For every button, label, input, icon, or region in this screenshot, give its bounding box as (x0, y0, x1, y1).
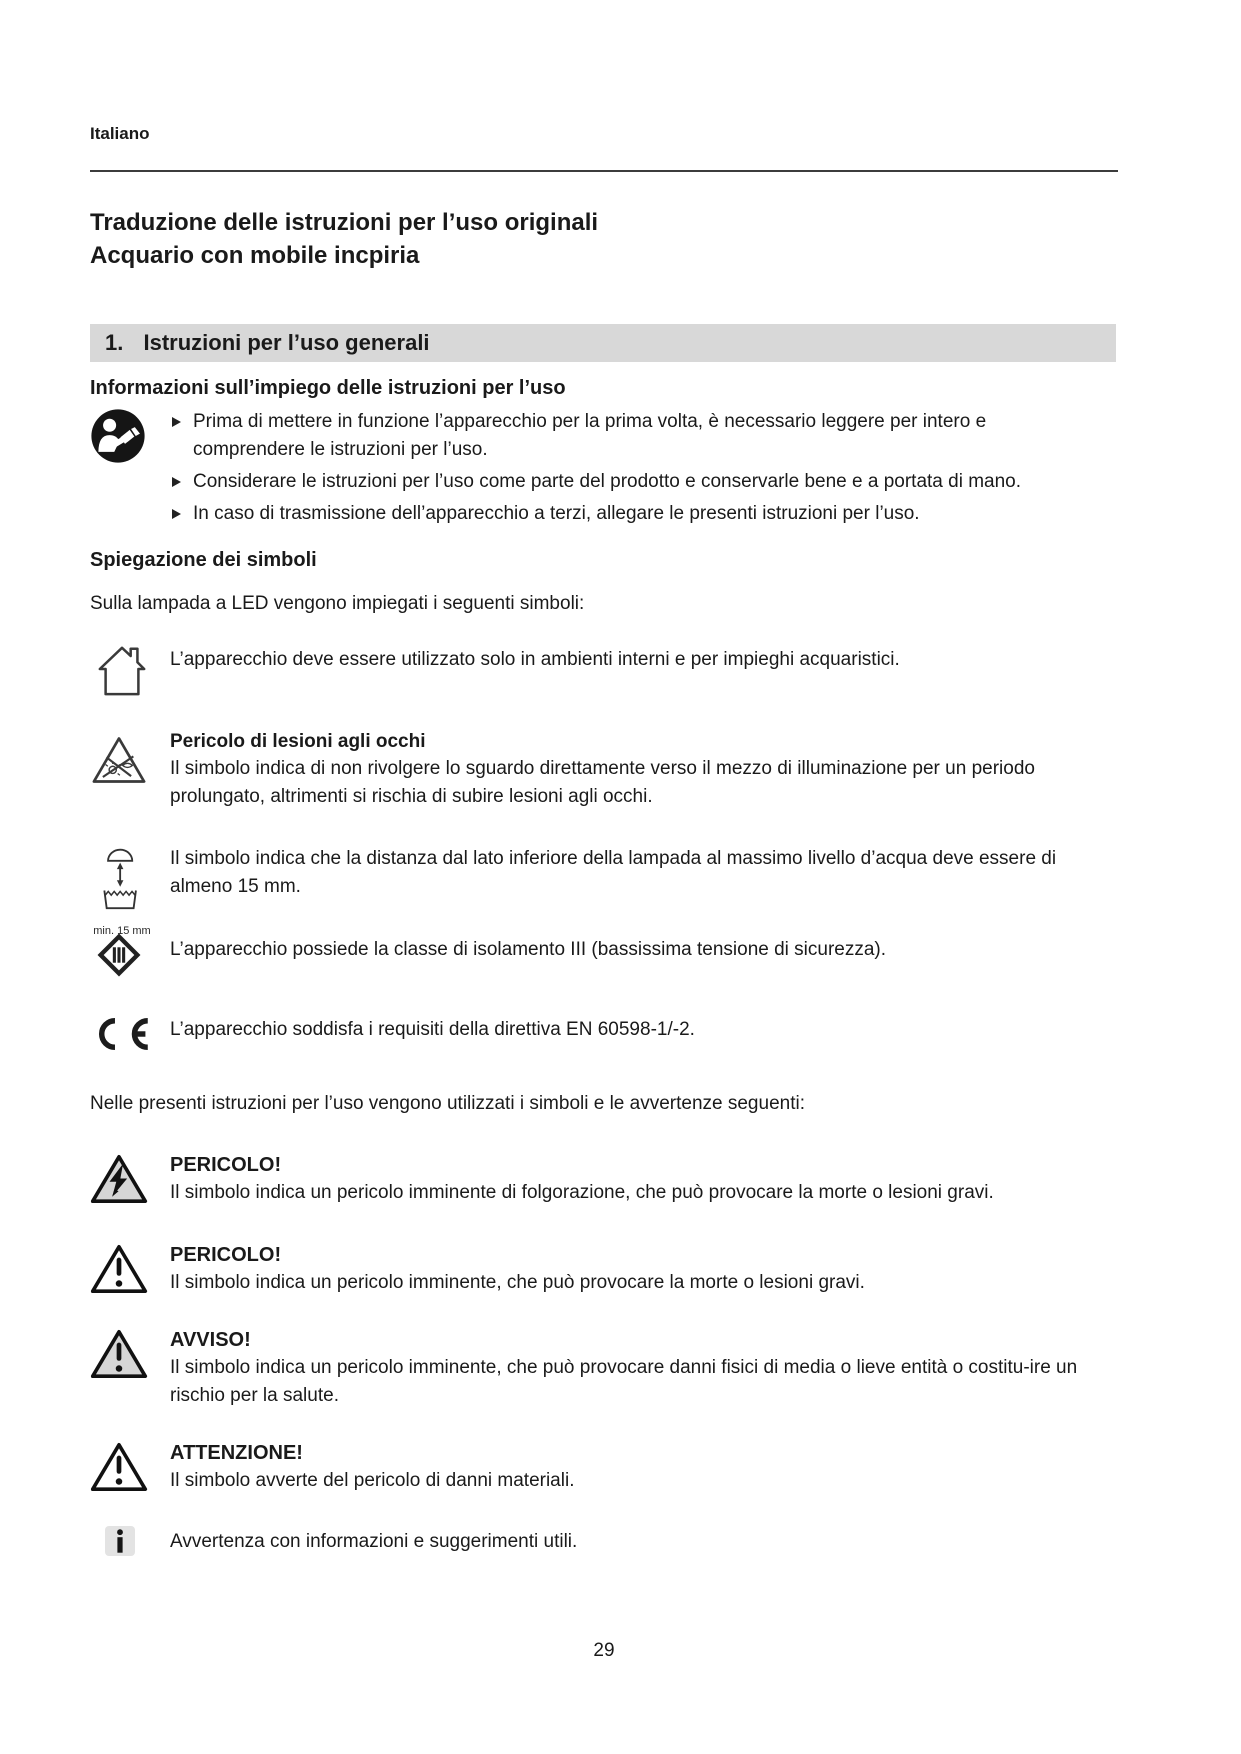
symbol-text: L’apparecchio deve essere utilizzato solo in ambienti interni e per impieghi acquaristici. (170, 649, 900, 670)
symbol-row-eye-injury (90, 728, 1118, 811)
symbol-row-indoor-use (90, 640, 1118, 698)
language-label: Italiano (90, 124, 150, 143)
notice-row-electric-shock (90, 1152, 1118, 1207)
notices-intro: Nelle presenti istruzioni per l’uso vengono utilizzati i simboli e le avvertenze seguenti: (90, 1093, 805, 1114)
symbols-heading: Spiegazione dei simboli (90, 549, 317, 571)
page-title-line1: Traduzione delle istruzioni per l’uso originali (90, 209, 599, 236)
section-number: 1. (105, 330, 124, 355)
notice-text: Il simbolo indica un pericolo imminente, che può provocare danni fisici di media o lieve entità o costitu-ire un rischio per la salute. (170, 1357, 1078, 1406)
notice-text: Il simbolo avverte del pericolo di danni materiali. (170, 1470, 575, 1491)
min-water-level-icon (96, 845, 148, 923)
symbol-text: L’apparecchio soddisfa i requisiti della direttiva EN 60598-1/-2. (170, 1019, 695, 1040)
notice-text: Il simbolo indica un pericolo imminente di folgorazione, che può provocare la morte o lesioni gravi. (170, 1182, 994, 1203)
notice-row-caution (90, 1327, 1118, 1410)
notice-text: Il simbolo indica un pericolo imminente, che può provocare la morte o lesioni gravi. (170, 1272, 865, 1293)
ce-mark-icon (90, 1016, 154, 1052)
min-water-level-caption: min. 15 mm (93, 925, 151, 937)
section-heading (90, 324, 1116, 362)
bullet-arrow-icon (172, 477, 181, 487)
eye-injury-warning-icon (90, 734, 148, 786)
notice-row-info (90, 1524, 1118, 1556)
symbol-text: Il simbolo indica che la distanza dal lato inferiore della lampada al massimo livello d’acqua deve essere di almeno 15 mm. (170, 848, 1057, 897)
bullet-arrow-icon (172, 509, 181, 519)
caution-warning-icon (90, 1327, 148, 1381)
indoor-use-house-icon (95, 640, 149, 698)
notice-row-danger (90, 1242, 1118, 1297)
symbol-row-protection-class (90, 928, 1118, 982)
page-number: 29 (593, 1640, 615, 1661)
notice-title: PERICOLO! (170, 1244, 282, 1266)
usage-info-row (90, 408, 1118, 532)
electric-shock-warning-icon (90, 1152, 148, 1206)
symbol-row-min-water-level (90, 845, 1118, 937)
symbols-intro: Sulla lampada a LED vengono impiegati i seguenti simboli: (90, 593, 585, 614)
page-title-line2: Acquario con mobile incpiria (90, 242, 420, 269)
bullet-arrow-icon (172, 417, 181, 427)
usage-info-heading: Informazioni sull’impiego delle istruzioni per l’uso (90, 377, 566, 399)
list-item (170, 408, 1092, 464)
read-manual-icon (90, 408, 146, 464)
symbol-title: Pericolo di lesioni agli occhi (170, 731, 426, 752)
bullet-text: In caso di trasmissione dell’apparecchio a terzi, allegare le presenti istruzioni per l’uso. (193, 503, 920, 524)
notice-row-attention (90, 1440, 1118, 1495)
page-title (90, 206, 598, 272)
bullet-text: Considerare le istruzioni per l’uso come parte del prodotto e conservarle bene e a portata di mano. (193, 471, 1022, 492)
section-label: Istruzioni per l’uso generali (143, 330, 430, 355)
notice-text: Avvertenza con informazioni e suggerimenti utili. (170, 1531, 578, 1552)
symbol-text: Il simbolo indica di non rivolgere lo sguardo direttamente verso il mezzo di illuminazione per un periodo prolungato, altrimenti si rischia di subire lesioni agli occhi. (170, 758, 1035, 807)
header-rule (90, 170, 1118, 172)
symbol-text: L’apparecchio possiede la classe di isolamento III (bassissima tensione di sicurezza). (170, 939, 887, 960)
usage-bullet-list (170, 408, 1118, 532)
notice-title: ATTENZIONE! (170, 1442, 303, 1464)
list-item (170, 468, 1092, 496)
notice-title: PERICOLO! (170, 1154, 282, 1176)
bullet-text: Prima di mettere in funzione l’apparecchio per la prima volta, è necessario leggere per intero e comprendere le istruzioni per l’uso. (193, 411, 987, 460)
protection-class-iii-icon (92, 928, 146, 982)
attention-warning-icon (90, 1440, 148, 1494)
notice-title: AVVISO! (170, 1329, 251, 1351)
info-icon (105, 1526, 135, 1556)
symbol-row-ce-mark (90, 1012, 1118, 1052)
list-item (170, 500, 1092, 528)
danger-warning-icon (90, 1242, 148, 1296)
